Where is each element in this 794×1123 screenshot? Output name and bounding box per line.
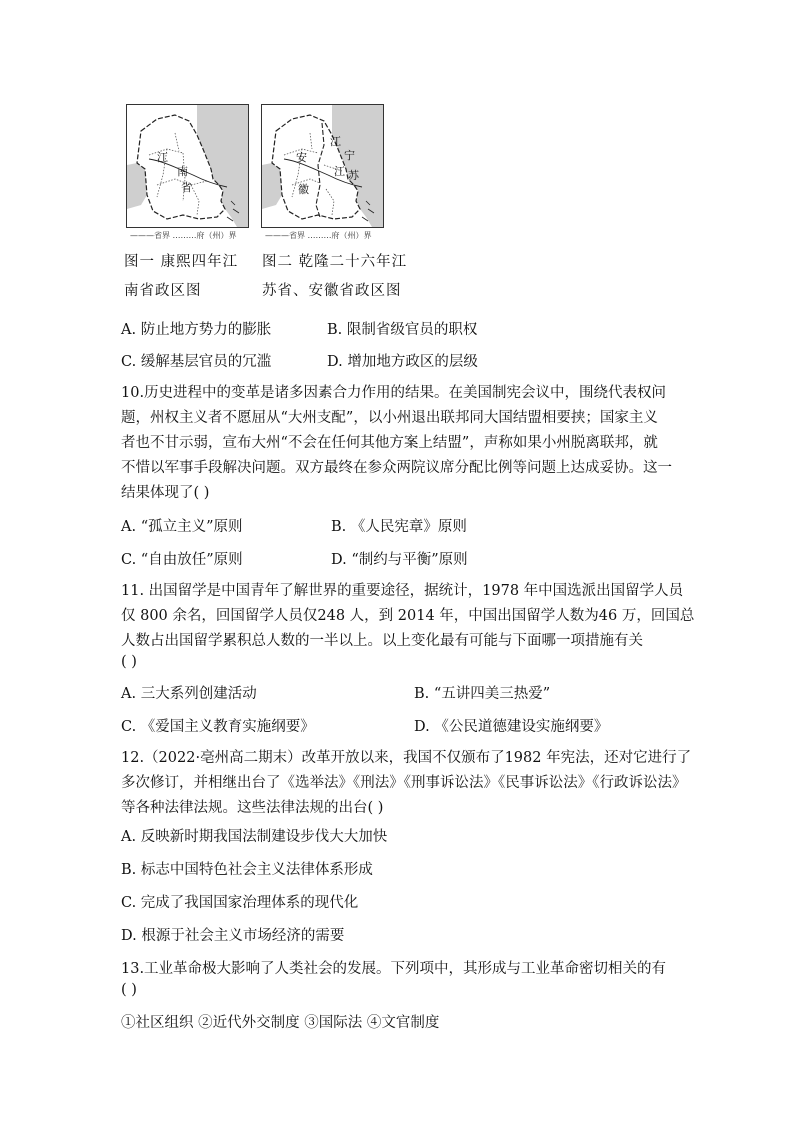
q10-option-b: B. 《人民宪章》原则 bbox=[331, 519, 467, 535]
map-2-label-su: 苏 bbox=[348, 169, 359, 182]
q10-option-c: C. “自由放任”原则 bbox=[121, 552, 243, 568]
q11-stem-line: 人数占出国留学累积总人数的一半以上。以上变化最有可能与下面哪一项措施有关 bbox=[121, 633, 643, 649]
q11-stem-line: ( ) bbox=[121, 654, 137, 670]
map-1-label-sheng: 省 bbox=[181, 181, 192, 194]
q13-stem-line: ( ) bbox=[121, 982, 137, 998]
map-2-legend: ———省界 ………府（州）界 bbox=[265, 231, 372, 240]
q9-option-a: A. 防止地方势力的膨胀 bbox=[121, 322, 272, 338]
q10-stem-line: 者也不甘示弱，宣布大州“不会在任何其他方案上结盟”，声称如果小州脱离联邦，就 bbox=[121, 435, 658, 451]
q10-option-a: A. “孤立主义”原则 bbox=[121, 519, 243, 535]
q12-stem-line: 12.（2022·亳州高二期末）改革开放以来，我国不仅颁布了1982 年宪法，还对它进行了 bbox=[121, 750, 692, 766]
q9-option-d: D. 增加地方政区的层级 bbox=[327, 354, 478, 370]
figure-1-caption-line1: 图一 康熙四年江 bbox=[124, 254, 239, 270]
map-1-label-nan: 南 bbox=[177, 165, 188, 178]
map-2-drawing bbox=[262, 105, 383, 227]
figure-2-caption-line2: 苏省、安徽省政区图 bbox=[262, 283, 402, 299]
q13-items: ①社区组织 ②近代外交制度 ③国际法 ④文官制度 bbox=[121, 1015, 440, 1031]
q10-stem-line: 题，州权主义者不愿屈从“大州支配”，以小州退出联邦同大国结盟相要挟；国家主义 bbox=[121, 410, 658, 426]
q9-option-c: C. 缓解基层官员的冗滥 bbox=[121, 354, 272, 370]
map-2-label-an: 安 bbox=[296, 151, 307, 164]
q9-option-b: B. 限制省级官员的职权 bbox=[327, 322, 478, 338]
q10-option-d: D. “制约与平衡”原则 bbox=[331, 552, 468, 568]
q11-option-a: A. 三大系列创建活动 bbox=[121, 686, 257, 702]
q11-option-b: B. “五讲四美三热爱” bbox=[414, 686, 551, 702]
q13-stem-line: 13.工业革命极大影响了人类社会的发展。下列项中，其形成与工业革命密切相关的有 bbox=[121, 961, 667, 977]
map-2-label-jiang-top: 江 bbox=[330, 135, 341, 148]
figure-1-caption-line2: 南省政区图 bbox=[124, 283, 202, 299]
map-2-label-ning: 宁 bbox=[344, 149, 355, 162]
q11-stem-line: 11. 出国留学是中国青年了解世界的重要途径，据统计，1978 年中国选派出国留学人员 bbox=[121, 583, 684, 599]
map-2-label-jiang: 江 bbox=[334, 165, 345, 178]
q12-option-d: D. 根源于社会主义市场经济的需要 bbox=[121, 928, 345, 944]
q11-stem-line: 仅 800 余名，回国留学人员仅248 人，到 2014 年，中国出国留学人数为46 万，回国总 bbox=[121, 608, 695, 624]
map-1-drawing bbox=[127, 105, 248, 227]
q10-stem-line: 10.历史进程中的变革是诸多因素合力作用的结果。在美国制宪会议中，围绕代表权问 bbox=[121, 385, 667, 401]
figure-2-caption-line1: 图二 乾隆二十六年江 bbox=[262, 254, 408, 270]
q11-option-c: C. 《爱国主义教育实施纲要》 bbox=[121, 719, 315, 735]
q10-stem-line: 结果体现了( ) bbox=[121, 485, 210, 501]
map-figure-2 bbox=[261, 104, 384, 228]
map-figure-1 bbox=[126, 104, 249, 228]
q12-option-a: A. 反映新时期我国法制建设步伐大大加快 bbox=[121, 829, 388, 845]
q11-option-d: D. 《公民道德建设实施纲要》 bbox=[414, 719, 609, 735]
q12-stem-line: 多次修订，并相继出台了《选举法》《刑法》《刑事诉讼法》《民事诉讼法》《行政诉讼法》 bbox=[121, 775, 687, 791]
map-1-label-jiang: 江 bbox=[157, 151, 168, 164]
q12-stem-line: 等各种法律法规。这些法律法规的出台( ) bbox=[121, 800, 384, 816]
q10-stem-line: 不惜以军事手段解决问题。双方最终在参众两院议席分配比例等问题上达成妥协。这一 bbox=[121, 460, 672, 476]
q12-option-b: B. 标志中国特色社会主义法律体系形成 bbox=[121, 862, 373, 878]
q12-option-c: C. 完成了我国国家治理体系的现代化 bbox=[121, 895, 359, 911]
map-1-legend: ———省界 ………府（州）界 bbox=[130, 231, 237, 240]
map-2-label-hui: 徽 bbox=[298, 183, 309, 196]
